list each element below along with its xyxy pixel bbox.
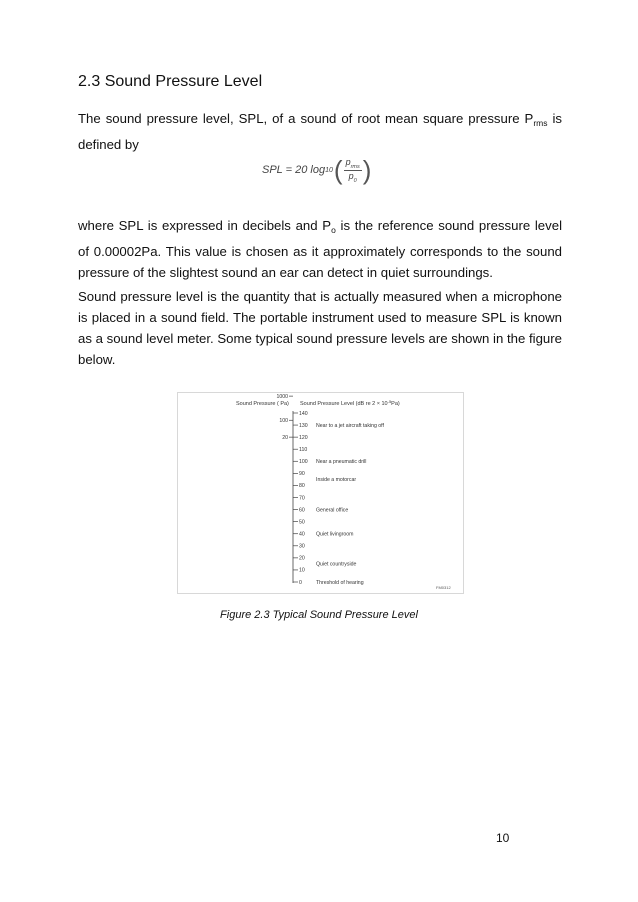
formula-log-base: 10	[325, 166, 333, 174]
formula-denominator	[347, 171, 359, 184]
level-tick-label: 100	[299, 459, 308, 466]
level-header-end: Pa)	[391, 401, 400, 407]
sound-source-label: Near to a jet aircraft taking off	[316, 422, 384, 429]
level-tick-label: 0	[299, 579, 302, 586]
sound-source-label: Quiet countryside	[316, 561, 357, 568]
level-tick-label: 60	[299, 507, 305, 514]
numerator-symbol: p	[345, 157, 351, 167]
subscript-o: o	[331, 225, 336, 235]
sound-source-label: Near a pneumatic drill	[316, 459, 367, 466]
formula-numerator	[344, 157, 362, 171]
figure-code: FM0312	[436, 585, 451, 590]
level-header	[300, 399, 400, 407]
level-tick-label: 110	[299, 447, 308, 454]
sound-source-label: Quiet livingroom	[316, 531, 354, 538]
sound-source-label: Threshold of hearing	[316, 579, 364, 586]
level-tick-label: 130	[299, 422, 308, 429]
pressure-tick-label: 20	[282, 434, 288, 441]
pressure-tick-label: 100	[279, 418, 288, 425]
subscript-rms: rms	[533, 118, 548, 128]
spl-scale-figure	[177, 392, 464, 594]
pressure-header: Sound Pressure ( Pa)	[236, 401, 289, 407]
sound-source-label: General office	[316, 507, 349, 514]
paragraph-text: where SPL is expressed in decibels and P	[78, 218, 332, 233]
paragraph-text: is defined by	[78, 111, 563, 152]
level-tick-label: 10	[299, 567, 305, 574]
level-tick-label: 90	[299, 471, 305, 478]
level-tick-label: 140	[299, 410, 308, 417]
paragraph-text: is the reference sound pressure level of 0.00002Pa. This value is chosen as it approximately corresponds to the sound pressure of the slightest sound an ear can detect in quiet surroundings.	[78, 218, 562, 280]
level-header-exponent: -5	[387, 399, 392, 404]
level-tick-label: 120	[299, 434, 308, 441]
formula-fraction	[344, 157, 362, 184]
section-heading: 2.3 Sound Pressure Level	[78, 73, 263, 90]
numerator-subscript: rms	[350, 163, 360, 170]
denominator-subscript: 0	[353, 177, 357, 184]
formula-left-paren: (	[333, 155, 343, 186]
level-tick-label: 50	[299, 519, 305, 526]
level-tick-label: 70	[299, 495, 305, 502]
pressure-tick-label: 1000	[276, 393, 288, 400]
page-number: 10	[496, 831, 510, 845]
spl-formula	[262, 157, 372, 184]
formula-right-paren: )	[362, 155, 372, 186]
level-header-text: Sound Pressure Level (dB re 2 × 10	[300, 401, 388, 407]
level-tick-label: 80	[299, 483, 305, 490]
paragraph-reference	[78, 215, 562, 283]
level-tick-label: 40	[299, 531, 305, 538]
level-tick-label: 20	[299, 555, 305, 562]
spl-scale-svg	[178, 393, 463, 593]
paragraph-definition	[78, 108, 562, 155]
paragraph-text: The sound pressure level, SPL, of a sound of root mean square pressure P	[78, 111, 534, 126]
formula-lhs: SPL = 20 log	[262, 164, 326, 177]
denominator-symbol: p	[348, 170, 354, 181]
sound-source-label: Inside a motorcar	[316, 477, 357, 484]
level-tick-label: 30	[299, 543, 305, 550]
figure-caption: Figure 2.3 Typical Sound Pressure Level	[220, 609, 418, 621]
paragraph-measurement: Sound pressure level is the quantity that is actually measured when a microphone is placed in a sound field. The portable instrument used to measure SPL is known as a sound level meter. Some typical sound pressure levels are shown in the figure below.	[78, 289, 562, 367]
